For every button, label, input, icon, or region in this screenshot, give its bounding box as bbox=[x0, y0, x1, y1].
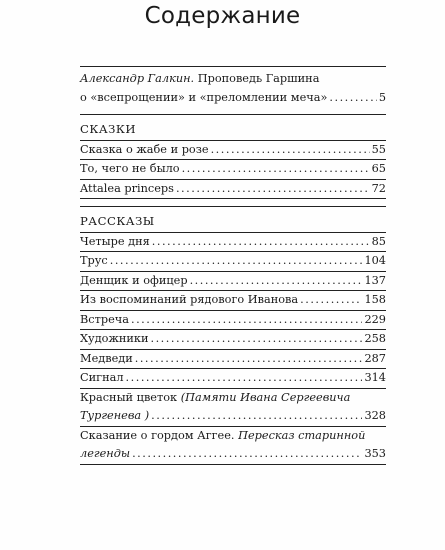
leader-dots bbox=[135, 350, 363, 369]
toc-entry[interactable] bbox=[80, 272, 386, 291]
divider bbox=[80, 114, 386, 115]
entry-subtitle: (Памяти Ивана Сергеевича bbox=[180, 390, 351, 404]
intro-title-line1: Проповедь Гаршина bbox=[194, 72, 320, 85]
entry-title: Сказание о гордом Аггее. bbox=[80, 428, 239, 442]
page-number: 229 bbox=[364, 312, 386, 326]
leader-dots bbox=[329, 89, 376, 108]
entry-title: Сигнал bbox=[80, 371, 124, 384]
page-number: 258 bbox=[364, 332, 386, 345]
entry-title: Денщик и офицер bbox=[80, 273, 188, 287]
page-number: 287 bbox=[364, 351, 386, 365]
toc-entry[interactable] bbox=[80, 160, 386, 179]
leader-dots bbox=[211, 141, 370, 160]
leader-dots bbox=[151, 330, 363, 349]
leader-dots bbox=[151, 407, 362, 426]
section-heading-skazki: СКАЗКИ bbox=[80, 122, 136, 136]
divider bbox=[80, 206, 386, 207]
section-skazki-entries bbox=[80, 141, 386, 200]
entry-title: Трус bbox=[80, 254, 108, 267]
leader-dots bbox=[110, 252, 363, 271]
page-number: 5 bbox=[378, 90, 386, 104]
divider bbox=[80, 66, 386, 67]
leader-dots bbox=[131, 311, 362, 330]
page-number: 55 bbox=[371, 142, 386, 156]
entry-title: Встреча bbox=[80, 312, 129, 326]
page-number: 158 bbox=[364, 293, 386, 306]
toc-entry-multiline[interactable] bbox=[80, 389, 386, 426]
toc-entry[interactable] bbox=[80, 233, 386, 252]
toc-entry[interactable] bbox=[80, 291, 386, 310]
section-rasskazy-entries bbox=[80, 233, 386, 389]
entry-subtitle-cont: легенды bbox=[80, 447, 131, 460]
entry-title: Четыре дня bbox=[80, 234, 150, 248]
entry-title: Художники bbox=[80, 332, 149, 345]
leader-dots bbox=[152, 233, 370, 252]
page-number: 314 bbox=[364, 371, 386, 384]
page-number: 137 bbox=[364, 273, 386, 287]
entry-title: Красный цветок bbox=[80, 390, 181, 404]
entry-title: Медведи bbox=[80, 351, 133, 365]
toc-entry[interactable] bbox=[80, 350, 386, 369]
leader-dots bbox=[132, 445, 362, 464]
entry-subtitle-cont: Тургенева ) bbox=[80, 409, 150, 422]
page-number: 65 bbox=[371, 162, 386, 175]
toc-entry[interactable] bbox=[80, 180, 386, 199]
toc-entry[interactable] bbox=[80, 369, 386, 388]
toc-entry-intro[interactable] bbox=[80, 70, 386, 107]
intro-author: Александр Галкин. bbox=[80, 72, 195, 85]
divider bbox=[80, 464, 386, 465]
entry-title: То, чего не было bbox=[80, 162, 180, 175]
entry-title: Сказка о жабе и розе bbox=[80, 142, 209, 156]
leader-dots bbox=[190, 272, 363, 291]
page-number: 328 bbox=[364, 409, 386, 422]
leader-dots bbox=[126, 369, 363, 388]
table-of-contents bbox=[80, 66, 386, 465]
toc-entry[interactable] bbox=[80, 311, 386, 330]
page-number: 353 bbox=[364, 447, 386, 460]
entry-subtitle: Пересказ старинной bbox=[238, 428, 366, 442]
leader-dots bbox=[182, 160, 370, 179]
page-title: Содержание bbox=[144, 3, 301, 29]
leader-dots bbox=[300, 291, 362, 310]
toc-entry[interactable] bbox=[80, 141, 386, 160]
leader-dots bbox=[176, 180, 370, 199]
entry-title: Attalea princeps bbox=[80, 181, 174, 195]
page-number: 85 bbox=[371, 234, 386, 248]
toc-entry-multiline[interactable] bbox=[80, 427, 386, 464]
page-number: 104 bbox=[364, 254, 386, 267]
section-heading-rasskazy: РАССКАЗЫ bbox=[80, 214, 155, 228]
intro-title-line2: о «всепрощении» и «преломлении меча» bbox=[80, 90, 328, 104]
entry-title: Из воспоминаний рядового Иванова bbox=[80, 293, 299, 306]
page-number: 72 bbox=[371, 181, 386, 195]
toc-entry[interactable] bbox=[80, 330, 386, 349]
toc-entry[interactable] bbox=[80, 252, 386, 271]
